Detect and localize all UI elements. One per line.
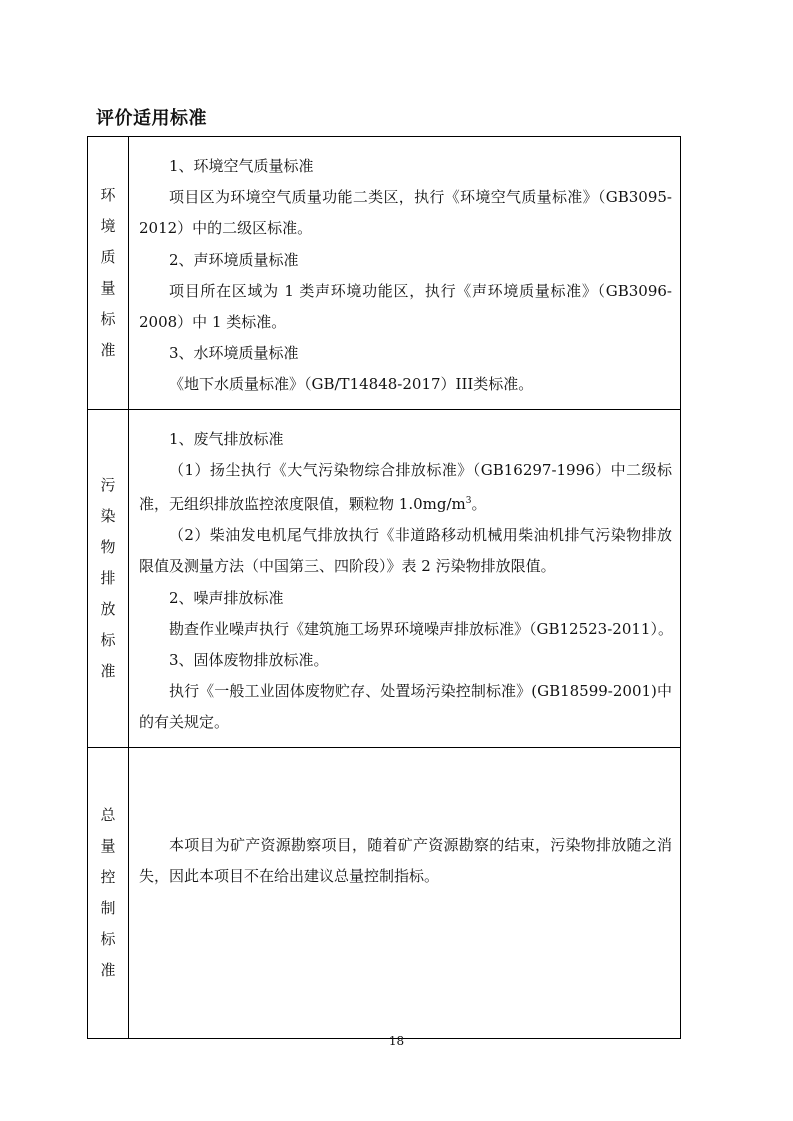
paragraph: 《地下水质量标准》（GB/T14848-2017）III类标准。 [169,375,534,394]
paragraph: 勘查作业噪声执行《建筑施工场界环境噪声排放标准》（GB12523-2011）。 [169,619,673,638]
paragraph: 执行《一般工业固体废物贮存、处置场污染控制标准》(GB18599-2001)中的有关规定。 [139,682,672,732]
page-number: 18 [388,1034,405,1048]
table-row [88,137,681,410]
section-title: 评价适用标准 [96,108,207,129]
row-label-environment-quality: 环 境 质 量 标 准 [88,137,129,410]
heading-water-quality: 3、水环境质量标准 [169,344,299,363]
heading-air-quality: 1、环境空气质量标准 [169,157,314,175]
standards-table [87,136,681,1039]
paragraph: 项目区为环境空气质量功能二类区，执行《环境空气质量标准》（GB3095-2012）中的二级区标准。 [139,188,672,238]
table-row [88,747,681,1038]
row-label-total-control: 总 量 控 制 标 准 [88,747,129,1038]
heading-noise-discharge: 2、噪声排放标准 [169,588,284,607]
row-content [129,409,681,747]
table-row [88,409,681,747]
heading-exhaust-gas: 1、废气排放标准 [169,429,284,448]
row-label-pollutant-discharge: 污 染 物 排 放 标 准 [88,409,129,747]
paragraph: （1）扬尘执行《大气污染物综合排放标准》（GB16297-1996）中二级标准，无组织排放监控浓度限值，颗粒物 $1.0mg/m^3$。 [139,460,672,514]
row-content [129,137,681,410]
superscript: 3 [465,496,472,507]
paragraph: 本项目为矿产资源勘察项目，随着矿产资源勘察的结束，污染物排放随之消失，因此本项目不在给出建议总量控制指标。 [139,835,672,885]
paragraph: （2）柴油发电机尾气排放执行《非道路移动机械用柴油机排气污染物排放限值及测量方法（中国第三、四阶段）》表 2 污染物排放限值。 [139,526,672,576]
row-content [129,747,681,1038]
heading-noise-quality: 2、声环境质量标准 [169,250,299,269]
heading-solid-waste: 3、固体废物排放标准。 [169,651,329,670]
paragraph: 项目所在区域为 1 类声环境功能区，执行《声环境质量标准》（GB3096-2008）中 1 类标准。 [139,281,672,332]
